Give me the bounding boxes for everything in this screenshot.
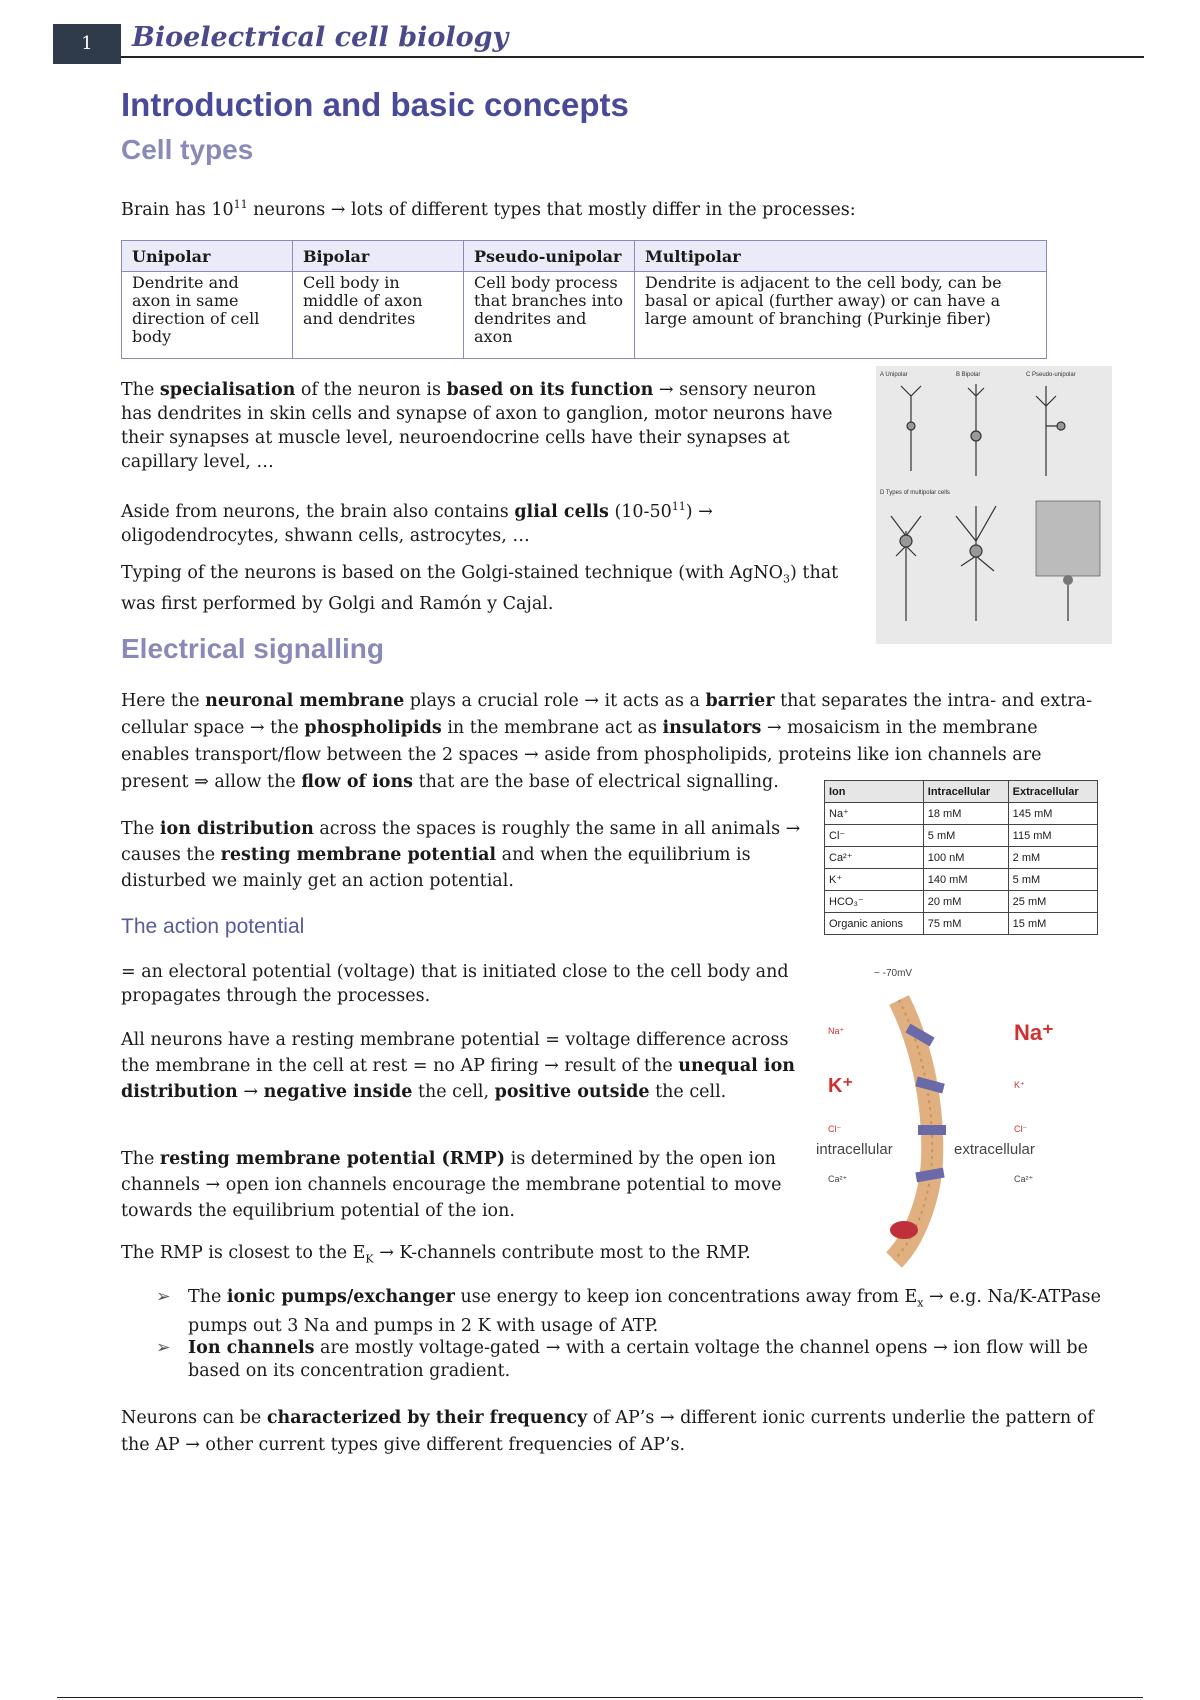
ion-label: Na⁺ (1014, 1020, 1054, 1045)
paragraph-glial: Aside from neurons, the brain also contains glial cells $(10-50^{11})$ → oligodendrocytes, shwann cells, astrocytes, … (121, 500, 713, 546)
table-cell: Cell body process that branches into dendrites and axon (464, 272, 635, 359)
heading-cell-types: Cell types (121, 134, 254, 165)
intracellular-label: intracellular (816, 1141, 893, 1158)
ion-label: K⁺ (828, 1075, 853, 1097)
paragraph-golgi: Typing of the neurons is based on the Golgi-stained technique (with AgNO$_3$) that was first performed by Golgi and Ramón y Cajal. (121, 563, 839, 614)
page-number: 1 (53, 24, 121, 64)
paragraph-membrane: Here the neuronal membrane plays a crucial role → it acts as a barrier that separates the intra- and extra-cellular space → the phospholipids in the membrane act as insulators → mosaicism in the membrane enables transport/flow between the 2 spaces → aside from phospholipids, proteins like ion channels are present ⇒ allow the flow of ions that are the base of electrical signalling. (121, 691, 1092, 792)
table-header: Intracellular (923, 781, 1008, 803)
ion-label: K⁺ (1014, 1080, 1025, 1090)
table-row: Organic anions 75 mM 15 mM (825, 913, 1098, 935)
table-cell: Dendrite is adjacent to the cell body, can be basal or apical (further away) or can have a large amount of branching (Purkinje fiber) (635, 272, 1047, 359)
table-header: Pseudo-unipolar (464, 241, 635, 272)
ion-label: Cl⁻ (828, 1124, 842, 1134)
table-row: Cl⁻ 5 mM 115 mM (825, 825, 1098, 847)
extracellular-label: extracellular (954, 1141, 1035, 1158)
cell-types-intro: Brain has $10^{11}$ neurons → lots of different types that mostly differ in the processes: (121, 198, 856, 220)
table-header: Multipolar (635, 241, 1047, 272)
figure-label: C Pseudo-unipolar (1026, 372, 1076, 378)
neuron-types-figure (876, 366, 1112, 644)
paragraph-ek: The RMP is closest to the $E_K$ → K-channels contribute most to the RMP. (121, 1243, 751, 1266)
arrow-bullet-icon: ➢ (156, 1287, 171, 1307)
table-header: Unipolar (122, 241, 293, 272)
running-header-title: Bioelectrical cell biology (132, 22, 509, 53)
table-header: Bipolar (293, 241, 464, 272)
table-row: Na⁺ 18 mM 145 mM (825, 803, 1098, 825)
ion-label: Ca²⁺ (1014, 1174, 1034, 1184)
ion-concentration-table (824, 780, 1098, 935)
table-row: Ca²⁺ 100 nM 2 mM (825, 847, 1098, 869)
ion-label: Ca²⁺ (828, 1174, 848, 1184)
table-cell: Dendrite and axon in same direction of cell body (122, 272, 293, 359)
ion-label: Na⁺ (828, 1026, 845, 1036)
neuron-types-table (121, 240, 1047, 359)
figure-label: D Types of multipolar cells (880, 490, 950, 496)
paragraph-specialisation: The specialisation of the neuron is based on its function → sensory neuron has dendrites in skin cells and synapse of axon to ganglion, motor neurons have their synapses at muscle level, neuroendocrine cells have their synapses at capillary level, … (121, 380, 833, 472)
figure-label: A Unipolar (880, 372, 908, 378)
heading-electrical-signalling: Electrical signalling (121, 633, 384, 664)
paragraph-ap-definition: = an electoral potential (voltage) that is initiated close to the cell body and propagates through the processes. (121, 962, 789, 1006)
paragraph-ion-distribution: The ion distribution across the spaces is roughly the same in all animals → causes the resting membrane potential and when the equilibrium is disturbed we mainly get an action potential. (121, 819, 801, 891)
page-title: Introduction and basic concepts (121, 86, 629, 123)
paragraph-frequency: Neurons can be characterized by their frequency of AP’s → different ionic currents underlie the pattern of the AP → other current types give different frequencies of AP’s. (121, 1408, 1094, 1455)
table-header: Extracellular (1008, 781, 1097, 803)
ion-label: Cl⁻ (1014, 1124, 1028, 1134)
header-rule (121, 56, 1144, 58)
paragraph-resting-potential: All neurons have a resting membrane potential = voltage difference across the membrane in the cell at rest = no AP firing → result of the unequal ion distribution → negative inside the cell, positive outside the cell. (121, 1030, 795, 1102)
footer-rule (57, 1697, 1143, 1698)
table-cell: Cell body in middle of axon and dendrites (293, 272, 464, 359)
arrow-bullet-icon: ➢ (156, 1338, 171, 1358)
table-row: K⁺ 140 mM 5 mM (825, 869, 1098, 891)
paragraph-rmp: The resting membrane potential (RMP) is determined by the open ion channels → open ion channels encourage the membrane potential to move towards the equilibrium potential of the ion. (121, 1149, 782, 1221)
heading-action-potential: The action potential (121, 915, 305, 938)
figure-label: B Bipolar (956, 372, 981, 378)
voltage-label: ~ -70mV (874, 968, 913, 979)
membrane-ion-figure (814, 960, 1110, 1270)
table-row: HCO₃⁻ 20 mM 25 mM (825, 891, 1098, 913)
table-header: Ion (825, 781, 924, 803)
